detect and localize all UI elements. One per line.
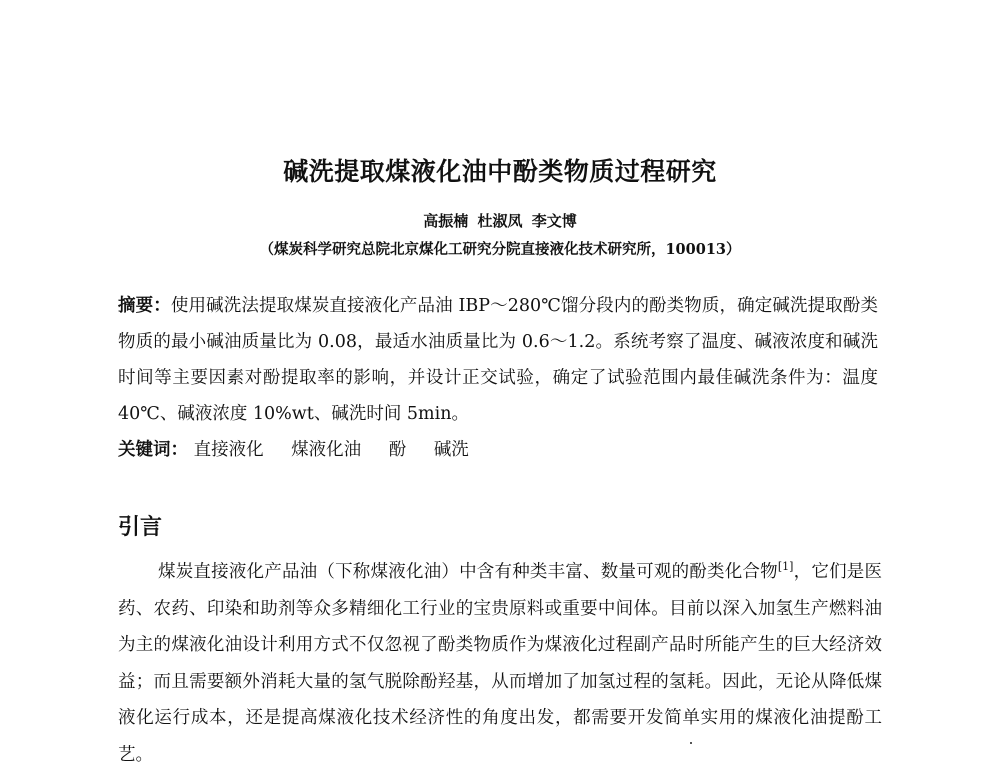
keyword-item: 碱洗: [433, 440, 469, 460]
keyword-item: 直接液化: [193, 440, 264, 460]
keywords: [118, 432, 878, 468]
intro-text-part1: 煤炭直接液化产品油（下称煤液化油）中含有种类丰富、数量可观的酚类化合物: [158, 562, 778, 582]
keywords-label: 关键词：: [118, 440, 188, 460]
abstract-label: 摘要：: [118, 296, 171, 316]
paper-title: 碱洗提取煤液化油中酚类物质过程研究: [283, 157, 717, 186]
scan-speck: [690, 742, 692, 744]
abstract-text: 使用碱洗法提取煤炭直接液化产品油 IBP～280℃馏分段内的酚类物质，确定碱洗提取酚类物质的最小碱油质量比为 0.08，最适水油质量比为 0.6～1.2。系统考察了温度、碱液浓度和碱洗时间等主要因素对酚提取率的影响，并设计正交试验，确定了试验范围内最佳碱洗条件为：温度 40℃、碱液浓度 10%wt、碱洗时间 5min。: [118, 296, 878, 424]
intro-text-part2: ，它们是医药、农药、印染和助剂等众多精细化工行业的宝贵原料或重要中间体。目前以深入加氢生产燃料油为主的煤液化油设计利用方式不仅忽视了酚类物质作为煤液化过程副产品时所能产生的巨大经济效益；而且需要额外消耗大量的氢气脱除酚羟基，从而增加了加氢过程的氢耗。因此，无论从降低煤液化运行成本，还是提高煤液化技术经济性的角度出发，都需要开发简单实用的煤液化油提酚工艺。: [118, 562, 883, 765]
keyword-item: 酚: [388, 440, 407, 460]
section-heading-introduction: 引言: [118, 515, 163, 540]
keyword-item: 煤液化油: [291, 440, 362, 460]
citation-ref: [1]: [777, 560, 794, 574]
paper-affiliation: （煤炭科学研究总院北京煤化工研究分院直接液化技术研究所，100013）: [259, 241, 741, 258]
paper-authors: 高振楠 杜淑凤 李文博: [423, 212, 577, 230]
abstract: [118, 288, 878, 432]
introduction-paragraph: [118, 554, 882, 773]
